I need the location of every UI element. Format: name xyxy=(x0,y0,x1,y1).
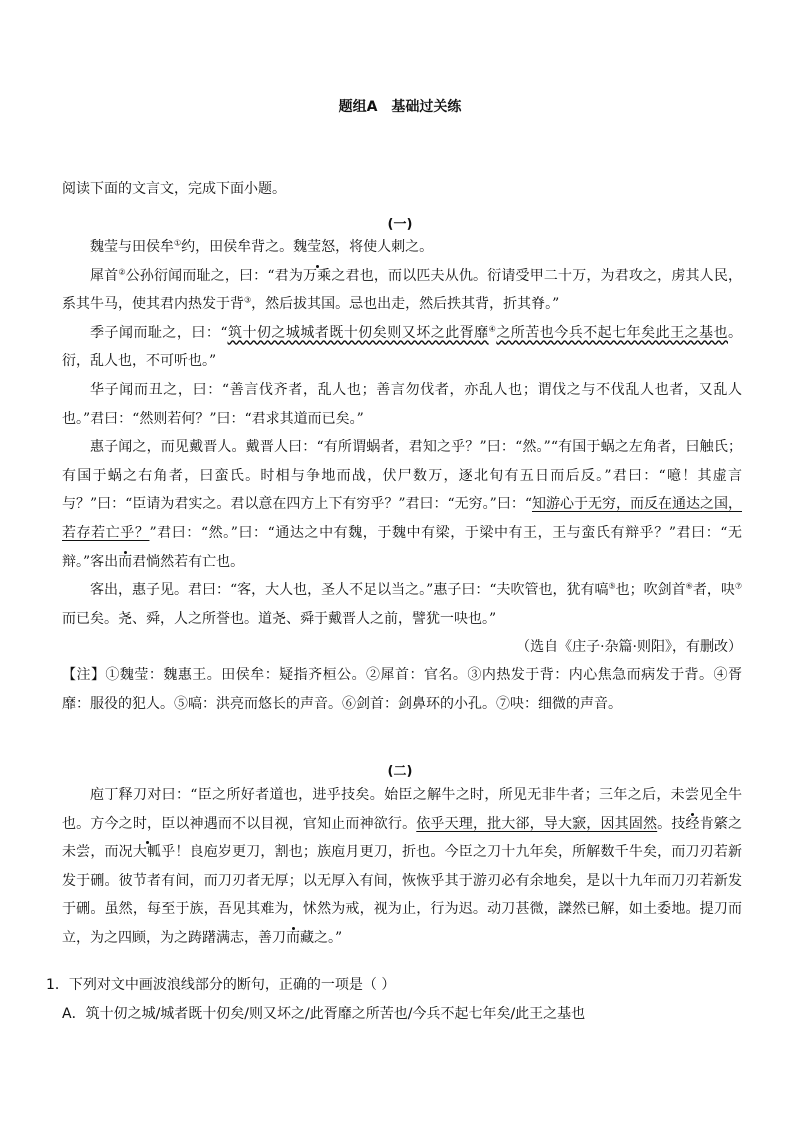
passage-1-paragraph-1: 魏莹与田侯牟①约，田侯牟背之。魏莹怒，将使人刺之。 xyxy=(90,238,434,255)
page-title xyxy=(0,96,800,116)
passage-1-paragraph-4: 华子闻而丑之，曰：“善言伐齐者，乱人也；善言勿伐者，亦乱人也；谓伐之与不伐乱人也者，又乱人也。”君曰：“然则若何？”曰：“君求其道而已矣。” xyxy=(62,381,742,427)
emphasis-dotted-word: 经 xyxy=(685,815,700,832)
wavy-underlined-text: 筑十仞之城城者既十仞矣则又坏之此胥靡 xyxy=(227,324,489,341)
footnote-mark: ⑤ xyxy=(608,581,616,591)
footnote-mark: ③ xyxy=(244,295,252,305)
emphasis-dotted-word: 而 xyxy=(286,929,300,946)
passage-1-paragraph-3: 季子闻而耻之，曰：“筑十仞之城城者既十仞矣则又坏之此胥靡④之所苦也今兵不起七年矣此王之基也。衍，乱人也，不可听也。” xyxy=(62,324,743,370)
underlined-sentence: 依乎天理，批大郤，导大窾，因其固然 xyxy=(416,815,658,832)
wavy-underlined-text: 之所苦也今兵不起七年矣此王之基也 xyxy=(496,324,729,341)
footnote-mark: ① xyxy=(174,238,182,248)
title-group: 题组A xyxy=(338,99,378,115)
section-heading-2: (二) xyxy=(387,764,413,779)
underlined-sentence: 知游心于无穷，而反在通达之国，若存若亡乎？ xyxy=(62,496,742,541)
reading-instruction: 阅读下面的文言文，完成下面小题。 xyxy=(62,181,286,197)
section-heading-1: (一) xyxy=(387,217,413,232)
question-1-option-a[interactable]: A．筑十仞之城/城者既十仞矣/则又坏之/此胥靡之所苦也/今兵不起七年矣/此王之基也 xyxy=(62,1006,586,1022)
annotation-notes: 【注】①魏莹：魏惠王。田侯牟：疑指齐桓公。②犀首：官名。③内热发于背：内心焦急而病发于背。④胥靡：服役的犯人。⑤嗃：洪亮而悠长的声音。⑥剑首：剑鼻环的小孔。⑦吷：细微的声音。 xyxy=(62,667,742,712)
footnote-mark: ⑥ xyxy=(685,581,693,591)
passage-1-paragraph-2: 犀首②公孙衍闻而耻之，曰：“君为万乘之君也，而以匹夫从仇。衍请受甲二十万，为君攻之，虏其人民，系其牛马，使其君内热发于背③，然后拔其国。忌也出走，然后抶其背，折其脊。” xyxy=(62,266,743,313)
passage-1 xyxy=(62,233,742,719)
source-citation: （选自《庄子·杂篇·则阳》，有删改） xyxy=(516,639,742,656)
passage-1-paragraph-5: 惠子闻之，而见戴晋人。戴晋人曰：“有所谓蜗者，君知之乎？”曰：“然。”“有国于蜗之左角者，曰触氏；有国于蜗之右角者，曰蛮氏。时相与争地而战，伏尸数万，逐北旬有五日而后反。”君曰：“噫！其虚言与？”曰：“臣请为君实之。君以意在四方上下有穷乎？”君曰：“无穷。”曰：“知游心于无穷，而反在通达之国，若存若亡乎？”君曰：“然。”曰：“通达之中有魏，于魏中有梁，于梁中有王，王与蛮氏有辩乎？”君曰：“无辩。”客出而君惝然若有亡也。 xyxy=(62,439,742,570)
passage-2-paragraph-1: 庖丁释刀对曰：“臣之所好者道也，进乎技矣。始臣之解牛之时，所见无非牛者；三年之后，未尝见全牛也。方今之时，臣以神遇而不以目视，官知止而神欲行。依乎天理，批大郤，导大窾，因其固然。技经肯綮之未尝，而况大軱乎！良庖岁更刀，割也；族庖月更刀，折也。今臣之刀十九年矣，所解数千牛矣，而刀刃若新发于硎。彼节者有间，而刀刃者无厚；以无厚入有间，恢恢乎其于游刃必有余地矣，是以十九年而刀刃若新发于硎。虽然，每至于族，吾见其难为，怵然为戒，视为止，行为迟。动刀甚微，謋然已解，如土委地。提刀而立，为之四顾，为之踌躇满志，善刀而藏之。” xyxy=(62,787,743,946)
question-1-stem: 1．下列对文中画波浪线部分的断句，正确的一项是（ ） xyxy=(46,977,396,993)
emphasis-dotted-word: 而 xyxy=(118,553,133,570)
emphasis-dotted-word: 大軱 xyxy=(132,844,162,861)
footnote-mark: ⑦ xyxy=(734,581,742,591)
footnote-mark: ② xyxy=(118,266,126,276)
emphasis-dotted-word: 万乘 xyxy=(303,267,332,284)
footnote-mark: ④ xyxy=(488,324,497,334)
passage-1-paragraph-6: 客出，惠子见。君曰：“客，大人也，圣人不足以当之。”惠子曰：“夫吹管也，犹有嗃⑤也；吹剑首⑥者，吷⑦而已矣。尧、舜，人之所誉也。道尧、舜于戴晋人之前，譬犹一吷也。” xyxy=(62,581,742,627)
passage-2 xyxy=(62,781,742,953)
title-subtitle: 基础过关练 xyxy=(391,99,462,115)
